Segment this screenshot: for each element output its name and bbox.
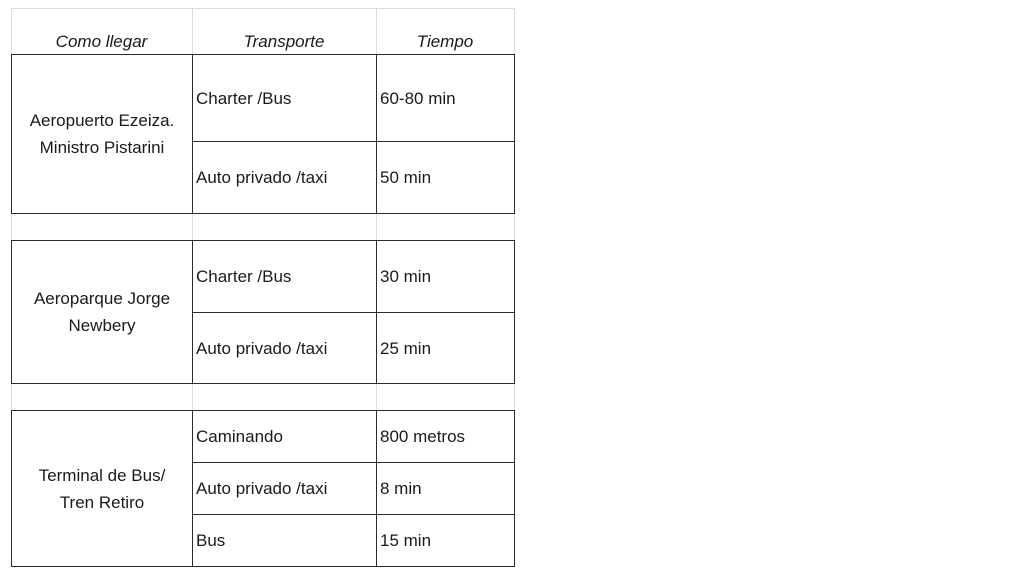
header-como-llegar: Como llegar [55, 32, 148, 51]
gridline [11, 213, 12, 240]
time-cell: 25 min [380, 338, 432, 358]
time-cell: 50 min [380, 168, 432, 187]
transport-cell: Auto privado /taxi [196, 479, 328, 498]
location-retiro: Terminal de Bus/ Tren Retiro [38, 465, 166, 512]
time-cell: 15 min [380, 531, 432, 550]
gridline [514, 383, 515, 410]
transport-cell: Charter /Bus [196, 267, 292, 286]
header-transporte: Transporte [243, 32, 325, 51]
gridline [514, 8, 515, 54]
gridline [11, 383, 12, 410]
transport-cell: Bus [196, 531, 226, 550]
time-cell: 60-80 min [380, 88, 456, 108]
gridline [192, 213, 193, 240]
gridline [376, 213, 377, 240]
location-aeroparque: Aeroparque Jorge Newbery [33, 289, 171, 335]
time-cell: 8 min [380, 479, 422, 498]
transport-cell: Charter /Bus [196, 88, 292, 108]
transport-cell: Caminando [196, 427, 283, 446]
time-cell: 800 metros [380, 427, 466, 446]
gridline [192, 383, 193, 410]
gridline [514, 213, 515, 240]
header-tiempo: Tiempo [416, 32, 474, 51]
gridline [376, 383, 377, 410]
time-cell: 30 min [380, 267, 432, 286]
location-ezeiza: Aeropuerto Ezeiza. Ministro Pistarini [29, 111, 175, 157]
transport-cell: Auto privado /taxi [196, 338, 328, 358]
gridline [11, 8, 515, 9]
transport-cell: Auto privado /taxi [196, 168, 328, 187]
